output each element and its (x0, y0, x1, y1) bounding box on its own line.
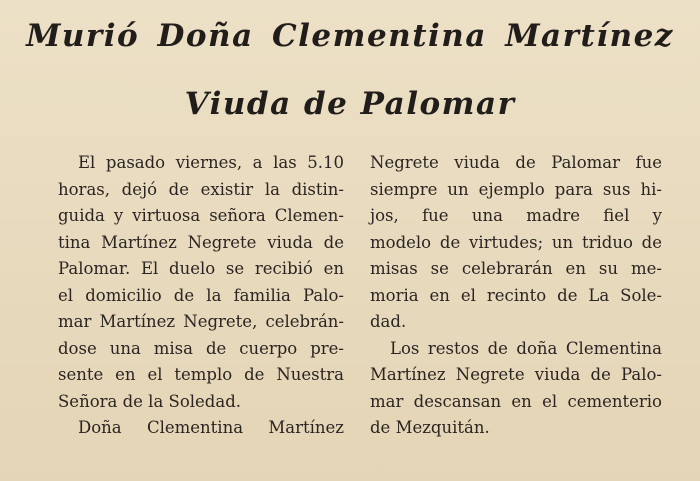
text-line: Los restos de doña Clementina (390, 338, 662, 358)
text-line: el domicilio de la familia Palo- (58, 285, 344, 305)
headline-line-2: Viuda de Palomar (184, 86, 516, 122)
text-line: Doña Clementina Martínez (78, 418, 344, 437)
text-line: mar descansan en el cementerio (370, 391, 662, 411)
text-line: Martínez Negrete viuda de Palo- (370, 365, 662, 384)
text-line: dose una misa de cuerpo pre- (58, 338, 344, 358)
text-line: moria en el recinto de La Sole- (370, 285, 662, 305)
text-line: sente en el templo de Nuestra (58, 365, 344, 384)
text-line: misas se celebrarán en su me- (370, 259, 662, 278)
text-line: Negrete viuda de Palomar fue (370, 153, 662, 172)
text-line: modelo de virtudes; un triduo de (370, 232, 662, 252)
text-line: dad. (370, 312, 407, 331)
text-line: mar Martínez Negrete, celebrán- (58, 312, 344, 331)
text-line: horas, dejó de existir la distin- (58, 179, 344, 199)
text-line: tina Martínez Negrete viuda de (58, 232, 344, 252)
text-line: Señora de la Soledad. (58, 391, 242, 411)
text-line: jos, fue una madre fiel y (370, 206, 662, 225)
right-column (370, 150, 662, 442)
text-line: El pasado viernes, a las 5.10 (78, 153, 344, 172)
text-line: de Mezquitán. (370, 418, 490, 437)
text-line: siempre un ejemplo para sus hi- (370, 179, 662, 199)
text-line: Palomar. El duelo se recibió en (58, 259, 344, 278)
left-column (58, 150, 344, 442)
headline-line-1: Murió Doña Clementina Martínez (26, 18, 674, 54)
text-line: guida y virtuosa señora Clemen- (58, 206, 344, 225)
